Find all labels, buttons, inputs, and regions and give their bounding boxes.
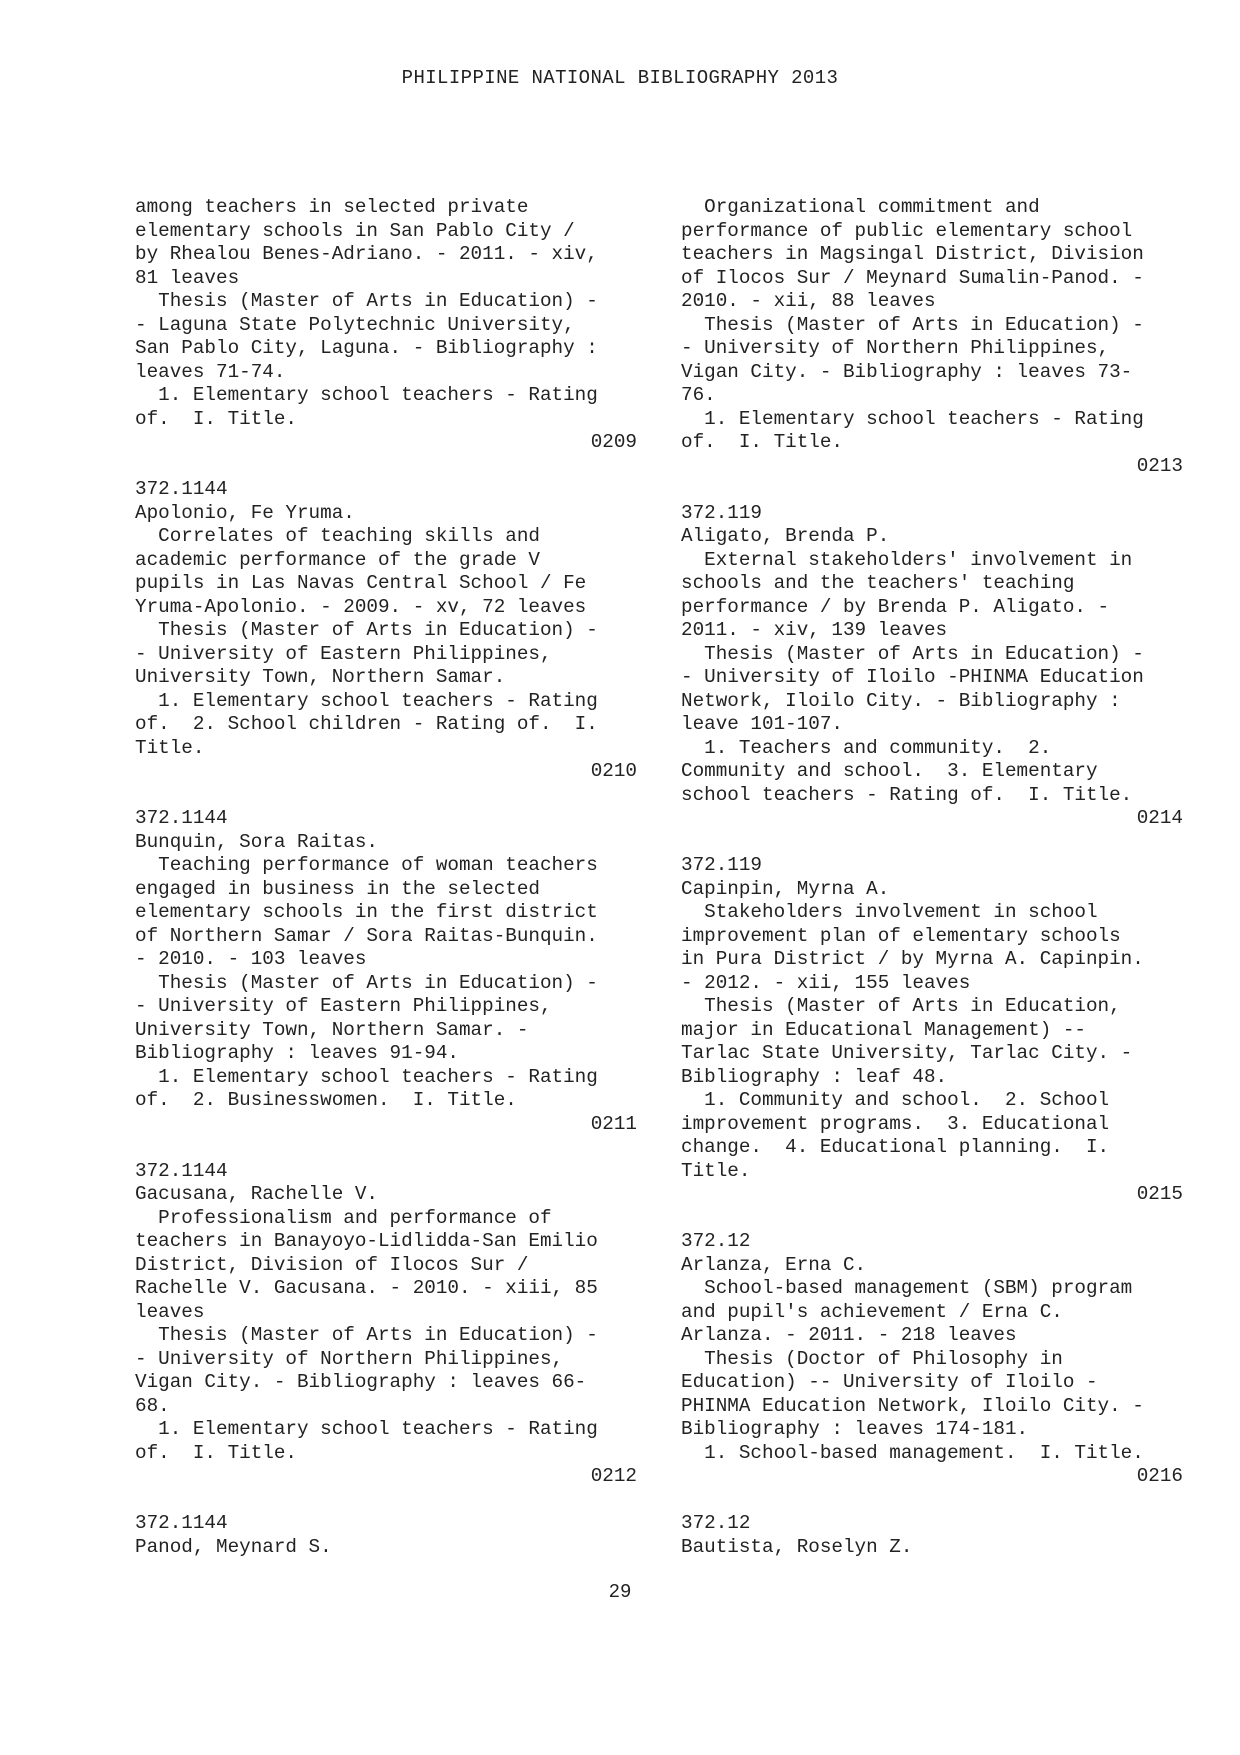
entry-line: - University of Eastern Philippines, — [135, 642, 552, 665]
entry-line: Stakeholders involvement in school — [681, 901, 1098, 923]
entry-line: of. I. Title. — [135, 1441, 297, 1464]
entry-line: Title. — [135, 736, 205, 759]
entry-line: 372.12 — [681, 1512, 751, 1534]
bibliography-entry — [135, 1160, 655, 1489]
entry-line: University Town, Northern Samar. — [135, 666, 506, 688]
entry-line: academic performance of the grade V — [135, 548, 540, 571]
entry-line: PHINMA Education Network, Iloilo City. - — [681, 1394, 1144, 1417]
bibliography-entry — [135, 196, 655, 455]
entry-line: Thesis (Master of Arts in Education) - — [135, 971, 598, 994]
entry-line: 372.119 — [681, 501, 762, 524]
entry-line: of. I. Title. — [135, 407, 297, 430]
entry-number: 0210 — [590, 760, 637, 782]
entry-line: Bautista, Roselyn Z. — [681, 1535, 913, 1558]
entry-line: change. 4. Educational planning. I. — [681, 1136, 1110, 1158]
entry-line: 372.1144 — [135, 807, 228, 829]
entry-line: of. 2. Businesswomen. I. Title. — [135, 1089, 517, 1111]
left-column — [135, 196, 655, 1559]
entry-line: Aligato, Brenda P. — [681, 525, 890, 547]
entry-line: 1. Elementary school teachers - Rating — [135, 384, 598, 406]
entry-line: major in Educational Management) -- — [681, 1018, 1086, 1041]
entry-line: Thesis (Doctor of Philosophy in — [681, 1347, 1063, 1370]
entry-line: elementary schools in San Pablo City / — [135, 219, 575, 242]
entry-number: 0209 — [590, 431, 637, 453]
entry-line: Title. — [681, 1159, 751, 1182]
entry-line: Bibliography : leaf 48. — [681, 1065, 948, 1088]
entry-spacer — [135, 1489, 655, 1513]
entry-line: 372.12 — [681, 1230, 751, 1252]
bibliography-entry — [681, 1512, 1201, 1559]
entry-line: - University of Northern Philippines, — [135, 1347, 564, 1370]
entry-line: Thesis (Master of Arts in Education) - — [135, 1324, 598, 1346]
right-column — [681, 196, 1201, 1559]
entry-line: Tarlac State University, Tarlac City. - — [681, 1042, 1133, 1064]
entry-line: Thesis (Master of Arts in Education) - — [135, 290, 598, 312]
entry-line: Vigan City. - Bibliography : leaves 73- — [681, 360, 1133, 383]
entry-line: San Pablo City, Laguna. - Bibliography : — [135, 337, 598, 359]
bibliography-entry — [135, 478, 655, 784]
entry-number: 0213 — [1136, 454, 1183, 477]
entry-line: External stakeholders' involvement in — [681, 548, 1133, 571]
entry-line: leaves — [135, 1300, 205, 1323]
page-number: 29 — [608, 1581, 632, 1603]
entry-line: - Laguna State Polytechnic University, — [135, 313, 575, 336]
entry-spacer — [681, 1207, 1201, 1231]
entry-spacer — [135, 455, 655, 479]
entry-line: of Ilocos Sur / Meynard Sumalin-Panod. - — [681, 266, 1144, 289]
entry-line: Bibliography : leaves 91-94. — [135, 1042, 459, 1064]
entry-line: 2010. - xii, 88 leaves — [681, 290, 936, 312]
entry-line: 372.1144 — [135, 478, 228, 500]
entry-line: improvement plan of elementary schools — [681, 924, 1121, 947]
entry-line: performance / by Brenda P. Aligato. - — [681, 595, 1110, 618]
entry-line: Organizational commitment and — [681, 196, 1040, 218]
entry-line: improvement programs. 3. Educational — [681, 1112, 1110, 1135]
entry-spacer — [135, 1136, 655, 1160]
entry-number: 0215 — [1136, 1183, 1183, 1205]
entry-number: 0216 — [1136, 1465, 1183, 1487]
entry-line: Arlanza, Erna C. — [681, 1253, 867, 1276]
entry-line: 372.119 — [681, 854, 762, 876]
entry-line: elementary schools in the first district — [135, 901, 598, 923]
entry-line: Thesis (Master of Arts in Education) - — [681, 642, 1144, 665]
page-header-title: PHILIPPINE NATIONAL BIBLIOGRAPHY 2013 — [401, 67, 839, 89]
entry-line: by Rhealou Benes-Adriano. - 2011. - xiv, — [135, 243, 598, 265]
entry-line: 1. Teachers and community. 2. — [681, 736, 1052, 759]
entry-line: School-based management (SBM) program — [681, 1277, 1133, 1299]
entry-line: District, Division of Ilocos Sur / — [135, 1253, 529, 1276]
entry-spacer — [681, 831, 1201, 855]
entry-line: schools and the teachers' teaching — [681, 572, 1075, 594]
entry-line: leave 101-107. — [681, 713, 843, 735]
entry-line: Bunquin, Sora Raitas. — [135, 830, 378, 853]
entry-number: 0212 — [590, 1465, 637, 1487]
bibliography-entry — [681, 854, 1201, 1207]
entry-line: - University of Eastern Philippines, — [135, 995, 552, 1017]
entry-line: - 2010. - 103 leaves — [135, 948, 367, 970]
entry-line: - 2012. - xii, 155 leaves — [681, 971, 971, 994]
entry-line: 2011. - xiv, 139 leaves — [681, 619, 948, 641]
entry-line: 372.1144 — [135, 1512, 228, 1534]
bibliography-entry — [135, 807, 655, 1136]
entry-line: 372.1144 — [135, 1159, 228, 1182]
entry-line: Correlates of teaching skills and — [135, 525, 540, 547]
entry-line: leaves 71-74. — [135, 360, 286, 383]
entry-line: Gacusana, Rachelle V. — [135, 1183, 378, 1205]
entry-spacer — [135, 784, 655, 808]
entry-line: Professionalism and performance of — [135, 1206, 552, 1229]
entry-line: of. I. Title. — [681, 431, 843, 453]
bibliography-entry — [681, 196, 1201, 478]
entry-line: 1. Elementary school teachers - Rating — [681, 407, 1144, 430]
entry-line: Panod, Meynard S. — [135, 1535, 332, 1558]
entry-line: Arlanza. - 2011. - 218 leaves — [681, 1324, 1017, 1346]
entry-line: teachers in Banayoyo-Lidlidda-San Emilio — [135, 1230, 598, 1252]
entry-line: - University of Iloilo -PHINMA Education — [681, 666, 1144, 688]
entry-line: Yruma-Apolonio. - 2009. - xv, 72 leaves — [135, 595, 587, 618]
entry-line: Bibliography : leaves 174-181. — [681, 1418, 1029, 1440]
entry-line: among teachers in selected private — [135, 196, 529, 218]
entry-line: 1. Elementary school teachers - Rating — [135, 1418, 598, 1440]
entry-line: Network, Iloilo City. - Bibliography : — [681, 689, 1121, 712]
entry-number: 0214 — [1136, 807, 1183, 829]
bibliography-entry — [681, 502, 1201, 831]
entry-number: 0211 — [590, 1112, 637, 1135]
entry-line: Capinpin, Myrna A. — [681, 877, 890, 900]
entry-line: performance of public elementary school — [681, 219, 1133, 242]
entry-line: teachers in Magsingal District, Division — [681, 243, 1144, 265]
entry-line: Education) -- University of Iloilo - — [681, 1371, 1098, 1393]
entry-line: 1. Elementary school teachers - Rating — [135, 1065, 598, 1088]
entry-line: Vigan City. - Bibliography : leaves 66- — [135, 1371, 587, 1393]
entry-line: Thesis (Master of Arts in Education, — [681, 995, 1121, 1017]
entry-line: Thesis (Master of Arts in Education) - — [135, 619, 598, 641]
entry-line: Thesis (Master of Arts in Education) - — [681, 313, 1144, 336]
entry-line: Apolonio, Fe Yruma. — [135, 501, 355, 524]
entry-line: 1. Community and school. 2. School — [681, 1089, 1110, 1111]
entry-line: University Town, Northern Samar. - — [135, 1018, 529, 1041]
entry-line: school teachers - Rating of. I. Title. — [681, 783, 1133, 806]
entry-spacer — [681, 478, 1201, 502]
entry-line: of. 2. School children - Rating of. I. — [135, 713, 598, 735]
entry-line: of Northern Samar / Sora Raitas-Bunquin. — [135, 924, 598, 947]
entry-spacer — [681, 1489, 1201, 1513]
entry-line: pupils in Las Navas Central School / Fe — [135, 572, 587, 594]
entry-line: Teaching performance of woman teachers — [135, 854, 598, 876]
entry-line: 68. — [135, 1394, 170, 1417]
entry-line: - University of Northern Philippines, — [681, 337, 1110, 359]
entry-line: in Pura District / by Myrna A. Capinpin. — [681, 948, 1144, 970]
entry-line: and pupil's achievement / Erna C. — [681, 1300, 1063, 1323]
entry-line: 76. — [681, 384, 716, 406]
bibliography-entry — [135, 1512, 655, 1559]
entry-line: 1. Elementary school teachers - Rating — [135, 689, 598, 712]
entry-line: engaged in business in the selected — [135, 877, 540, 900]
entry-line: Community and school. 3. Elementary — [681, 760, 1098, 782]
entry-line: Rachelle V. Gacusana. - 2010. - xiii, 85 — [135, 1277, 598, 1299]
entry-line: 81 leaves — [135, 266, 240, 289]
entry-line: 1. School-based management. I. Title. — [681, 1441, 1144, 1464]
bibliography-entry — [681, 1230, 1201, 1489]
